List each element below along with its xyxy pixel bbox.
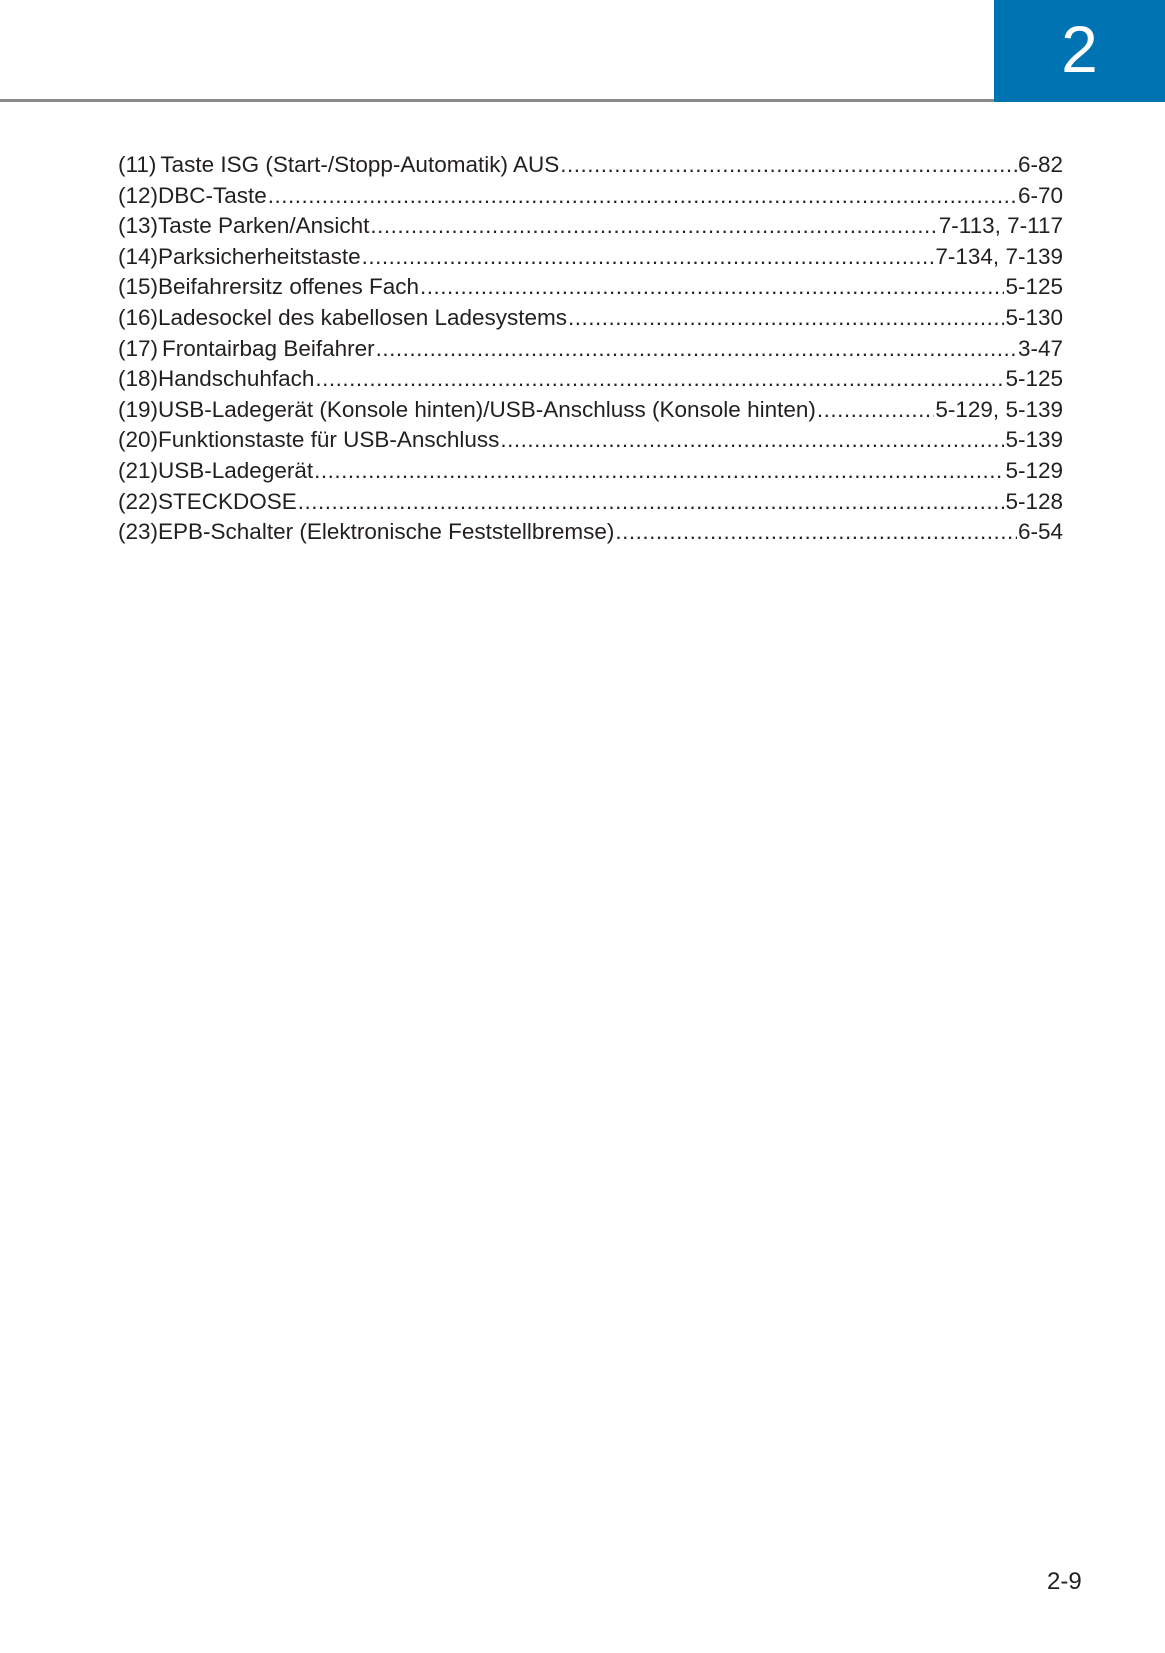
index-entry bbox=[118, 272, 1063, 303]
index-entry bbox=[118, 395, 1063, 426]
dot-leader bbox=[376, 334, 1017, 365]
index-entry bbox=[118, 456, 1063, 487]
entry-number: (17) bbox=[118, 335, 159, 361]
chapter-number: 2 bbox=[1061, 12, 1098, 86]
entry-label: USB-Ladegerät (Konsole hinten)/USB-Anschluss (Konsole hinten) bbox=[158, 396, 816, 422]
entry-page-ref: 5-130 bbox=[1005, 304, 1063, 330]
entry-label: DBC-Taste bbox=[158, 182, 267, 208]
index-entry bbox=[118, 487, 1063, 518]
dot-leader bbox=[268, 181, 1017, 212]
entry-page-ref: 7-134, 7-139 bbox=[935, 243, 1063, 269]
dot-leader bbox=[568, 303, 1004, 334]
entry-label: Ladesockel des kabellosen Ladesystems bbox=[158, 304, 568, 330]
index-entry bbox=[118, 242, 1063, 273]
index-entry bbox=[118, 334, 1063, 365]
entry-label: Handschuhfach bbox=[158, 366, 315, 392]
entry-label: Funktionstaste für USB-Anschluss bbox=[158, 427, 500, 453]
entry-label: Beifahrersitz offenes Fach bbox=[158, 274, 419, 300]
dot-leader bbox=[615, 517, 1017, 548]
entry-page-ref: 6-82 bbox=[1017, 152, 1063, 177]
index-entry bbox=[118, 425, 1063, 456]
entry-label: STECKDOSE bbox=[158, 488, 297, 514]
page-number: 2-9 bbox=[1047, 1568, 1082, 1595]
entry-number: (21) bbox=[118, 457, 159, 483]
header-divider bbox=[0, 99, 994, 102]
entry-page-ref: 5-139 bbox=[1005, 427, 1063, 453]
entry-label: USB-Ladegerät bbox=[158, 457, 314, 483]
dot-leader bbox=[362, 242, 935, 273]
entry-page-ref: 7-113, 7-117 bbox=[938, 213, 1063, 239]
dot-leader bbox=[560, 150, 1017, 181]
dot-leader bbox=[314, 456, 1004, 487]
entry-page-ref: 5-128 bbox=[1005, 488, 1063, 514]
entry-label: Parksicherheitstaste bbox=[158, 243, 361, 269]
entry-number: (13) bbox=[118, 213, 159, 239]
entry-number: (20) bbox=[118, 427, 159, 453]
index-entry bbox=[118, 150, 1063, 181]
index-entry bbox=[118, 303, 1063, 334]
entry-page-ref: 6-54 bbox=[1017, 519, 1063, 545]
dot-leader bbox=[420, 272, 1004, 303]
index-list bbox=[118, 150, 1063, 548]
entry-number: (12) bbox=[118, 182, 159, 208]
entry-number: (19) bbox=[118, 396, 159, 422]
index-entry bbox=[118, 181, 1063, 212]
entry-number: (11) bbox=[118, 152, 157, 177]
entry-page-ref: 5-129 bbox=[1005, 457, 1063, 483]
entry-label: Taste ISG (Start-/Stopp-Automatik) AUS bbox=[160, 152, 560, 177]
entry-label: Frontairbag Beifahrer bbox=[162, 335, 375, 361]
entry-number: (23) bbox=[118, 519, 159, 545]
entry-page-ref: 6-70 bbox=[1017, 182, 1063, 208]
index-entry bbox=[118, 211, 1063, 242]
chapter-tab bbox=[994, 0, 1165, 102]
entry-number: (22) bbox=[118, 488, 159, 514]
index-entry bbox=[118, 517, 1063, 548]
dot-leader bbox=[298, 487, 1005, 518]
entry-page-ref: 5-129, 5-139 bbox=[935, 396, 1063, 422]
entry-number: (14) bbox=[118, 243, 159, 269]
dot-leader bbox=[500, 425, 1004, 456]
entry-number: (18) bbox=[118, 366, 159, 392]
entry-number: (15) bbox=[118, 274, 159, 300]
entry-label: EPB-Schalter (Elektronische Feststellbremse) bbox=[158, 519, 615, 545]
entry-page-ref: 3-47 bbox=[1017, 335, 1063, 361]
dot-leader bbox=[370, 211, 937, 242]
entry-number: (16) bbox=[118, 304, 159, 330]
entry-page-ref: 5-125 bbox=[1005, 366, 1063, 392]
entry-page-ref: 5-125 bbox=[1005, 274, 1063, 300]
entry-label: Taste Parken/Ansicht bbox=[158, 213, 370, 239]
index-entry bbox=[118, 364, 1063, 395]
dot-leader bbox=[817, 395, 935, 426]
dot-leader bbox=[315, 364, 1004, 395]
